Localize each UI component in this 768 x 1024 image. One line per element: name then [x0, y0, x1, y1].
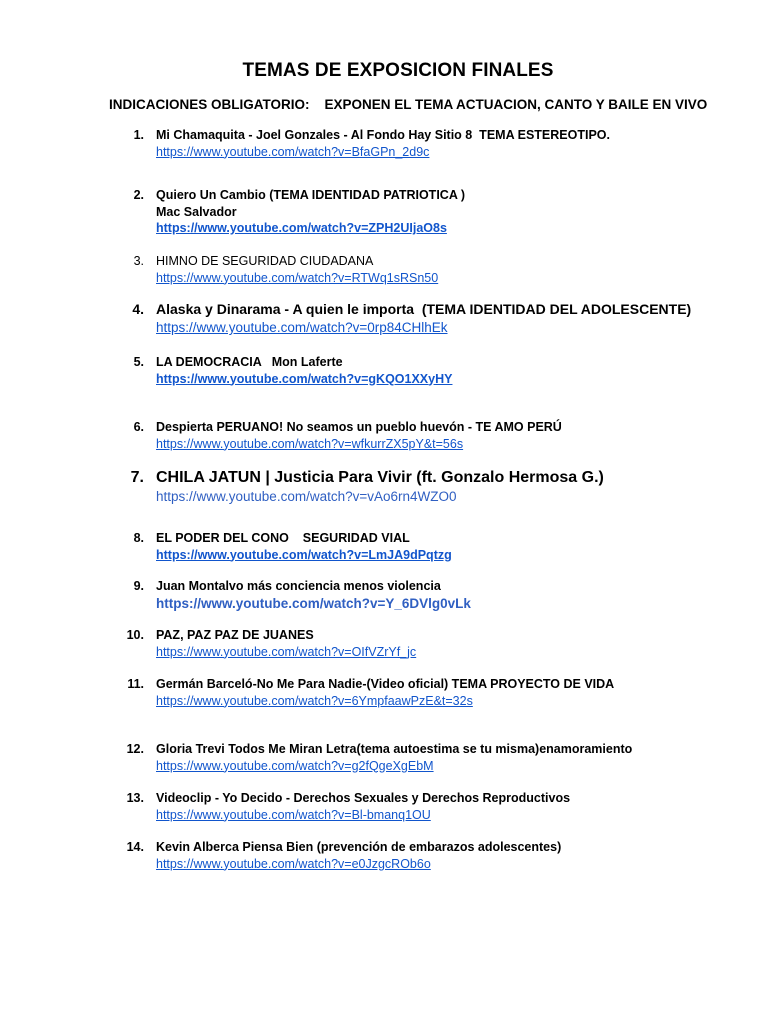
item-link[interactable]: https://www.youtube.com/watch?v=g2fQgeXgEbM: [156, 758, 434, 773]
item-title: Despierta PERUANO! No seamos un pueblo huevón - TE AMO PERÚ: [156, 420, 562, 434]
item-title: Quiero Un Cambio (TEMA IDENTIDAD PATRIOTICA ): [156, 188, 466, 202]
item-number: 2.: [133, 188, 144, 202]
item-link[interactable]: https://www.youtube.com/watch?v=ZPH2UIjaO8s: [156, 221, 447, 235]
item-title: EL PODER DEL CONO SEGURIDAD VIAL: [156, 531, 410, 545]
item-number: 10.: [126, 628, 144, 642]
item-title: HIMNO DE SEGURIDAD CIUDADANA: [156, 254, 374, 268]
item-number: 3.: [133, 254, 144, 268]
item-number: 1.: [133, 128, 144, 142]
item-link[interactable]: https://www.youtube.com/watch?v=gKQO1XXyHY: [156, 371, 453, 386]
item-link[interactable]: https://www.youtube.com/watch?v=Bl-bmanq1OU: [156, 807, 431, 822]
item-link[interactable]: https://www.youtube.com/watch?v=0rp84CHlhEk: [156, 320, 448, 335]
item-link[interactable]: https://www.youtube.com/watch?v=Y_6DVlg0vLk: [156, 595, 471, 611]
instructions-line: INDICACIONES OBLIGATORIO: EXPONEN EL TEMA ACTUACION, CANTO Y BAILE EN VIVO: [109, 97, 708, 112]
item-title: Mi Chamaquita - Joel Gonzales - Al Fondo Hay Sitio 8 TEMA ESTEREOTIPO.: [156, 128, 610, 142]
item-title: PAZ, PAZ PAZ DE JUANES: [156, 628, 314, 642]
item-link[interactable]: https://www.youtube.com/watch?v=6YmpfaawPzE&t=32s: [156, 693, 473, 708]
item-title: LA DEMOCRACIA Mon Laferte: [156, 355, 343, 369]
item-title: Alaska y Dinarama - A quien le importa (TEMA IDENTIDAD DEL ADOLESCENTE): [156, 301, 692, 317]
page-title: TEMAS DE EXPOSICION FINALES: [242, 60, 554, 81]
item-link[interactable]: https://www.youtube.com/watch?v=e0JzgcROb6o: [156, 856, 431, 871]
item-link[interactable]: https://www.youtube.com/watch?v=vAo6rn4WZO0: [156, 489, 457, 504]
item-number: 8.: [133, 531, 144, 545]
item-link[interactable]: https://www.youtube.com/watch?v=RTWq1sRSn50: [156, 270, 439, 285]
item-number: 12.: [126, 742, 144, 756]
item-number: 11.: [127, 677, 144, 691]
item-number: 5.: [133, 355, 144, 369]
item-link[interactable]: https://www.youtube.com/watch?v=BfaGPn_2d9c: [156, 144, 430, 159]
item-number: 9.: [133, 579, 144, 593]
item-subtitle: Mac Salvador: [156, 204, 237, 219]
item-number: 6.: [133, 420, 144, 434]
item-title: Gloria Trevi Todos Me Miran Letra(tema autoestima se tu misma)enamoramiento: [156, 742, 633, 756]
item-title: Kevin Alberca Piensa Bien (prevención de embarazos adolescentes): [156, 840, 562, 854]
item-number: 4.: [132, 301, 144, 317]
item-link[interactable]: https://www.youtube.com/watch?v=LmJA9dPqtzg: [156, 547, 452, 562]
item-title: CHILA JATUN | Justicia Para Vivir (ft. Gonzalo Hermosa G.): [156, 469, 604, 486]
item-link[interactable]: https://www.youtube.com/watch?v=OIfVZrYf_jc: [156, 644, 417, 659]
item-title: Juan Montalvo más conciencia menos violencia: [156, 579, 441, 593]
item-title: Videoclip - Yo Decido - Derechos Sexuales y Derechos Reproductivos: [156, 791, 571, 805]
item-number: 14.: [126, 840, 144, 854]
item-link[interactable]: https://www.youtube.com/watch?v=wfkurrZX5pY&t=56s: [156, 436, 464, 451]
item-number: 13.: [126, 791, 144, 805]
item-title: Germán Barceló-No Me Para Nadie-(Video oficial) TEMA PROYECTO DE VIDA: [156, 677, 615, 691]
item-number: 7.: [130, 469, 144, 486]
